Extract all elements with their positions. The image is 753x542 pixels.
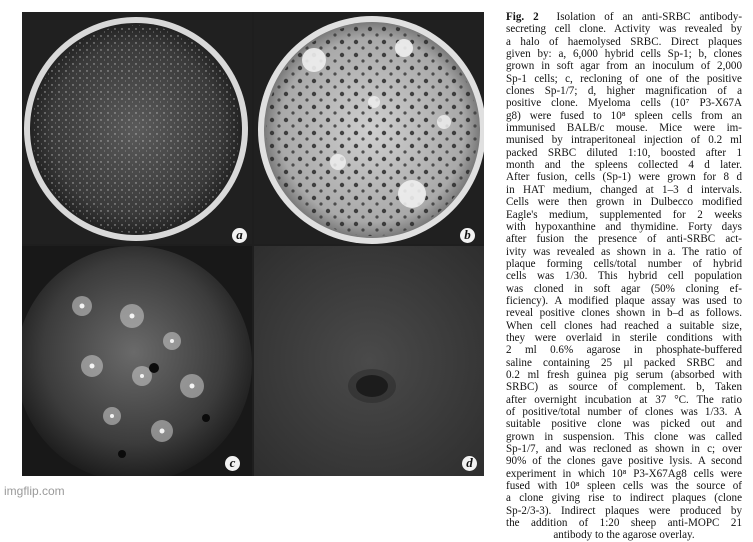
caption-line: secreting cell clone. Activity was revealed by: [506, 23, 742, 36]
caption-line: in HAT medium, changed at 1–3 d intervals.: [506, 183, 742, 196]
caption-line: When cell clones had reached a suitable size,: [506, 319, 742, 332]
caption-line: Sp-2/3-3). Indirect plaques were produced by: [506, 504, 742, 517]
caption-line: ficiency). A modified plaque assay was used to: [506, 294, 742, 307]
figure-caption: [506, 11, 742, 542]
caption-line: suitable positive clone was picked out and: [506, 418, 742, 431]
caption-line: positive clone. Myeloma cells (10⁷ P3-X67A: [506, 97, 742, 110]
caption-line: packed SRBC diluted 1:10, boosted after 1: [506, 146, 742, 159]
petri-dish-a-image: [22, 12, 252, 244]
caption-line: month and the spleens collected 4 d later.: [506, 159, 742, 172]
petri-dish-b-image: [254, 12, 484, 244]
imgflip-watermark: imgflip.com: [4, 484, 65, 498]
panel-c-petri-dish: [22, 246, 252, 476]
caption-line: munised by intraperitoneal injection of 0.2 ml: [506, 134, 742, 147]
figure-label: Fig. 2: [506, 11, 539, 23]
panel-c-letter: c: [225, 456, 240, 471]
caption-line: after overnight incubation at 37 °C. The ratio: [506, 393, 742, 406]
caption-line: experiment in which 10⁸ P3-X67Ag8 cells were: [506, 467, 742, 480]
caption-line: saline containing 25 µl packed SRBC and: [506, 356, 742, 369]
caption-line: reveal positive clones shown in b–d as follows.: [506, 307, 742, 320]
caption-line: after fusion the presence of anti-SRBC act-: [506, 233, 742, 246]
petri-dish-c-image: [22, 246, 252, 476]
caption-line: they were overlaid in sterile conditions with: [506, 331, 742, 344]
caption-line: 0.2 ml fresh guinea pig serum (absorbed with: [506, 368, 742, 381]
panel-a-petri-dish: [22, 12, 252, 244]
caption-line: Sp-1 cells; c, recloning of one of the positive: [506, 72, 742, 85]
caption-line: 90% of the clones gave positive lysis. A second: [506, 455, 742, 468]
caption-line: with hypoxanthine and thymidine. Forty days: [506, 220, 742, 233]
panel-d-letter: d: [462, 456, 477, 471]
caption-first-line: [506, 11, 742, 23]
caption-line: the addition of 1:20 sheep anti-MOPC 21: [506, 517, 742, 530]
caption-line: ivity was revealed as shown in a. The ratio of: [506, 245, 742, 258]
caption-line: of positive/total number of clones was 1/33. A: [506, 406, 742, 418]
caption-line: Sp-1/7, and was recloned as shown in c; over: [506, 443, 742, 456]
caption-line: antibody to the agarose overlay.: [553, 529, 695, 542]
panel-d-magnified-clone: [254, 246, 484, 476]
caption-line: 2 ml 0.6% agarose in phosphate-buffered: [506, 344, 742, 357]
caption-line: was cloned in soft agar (50% cloning ef-: [506, 282, 742, 295]
caption-line: clones Sp-1/7; d, higher magnification of a: [506, 85, 742, 98]
caption-line: SRBC) as source of complement. b, Taken: [506, 381, 742, 394]
caption-title: Isolation of an anti-SRBC antibody-: [556, 11, 742, 23]
caption-line: g8) were fused to 10⁸ spleen cells from an: [506, 109, 742, 122]
caption-line: cells was 1/30. This hybrid cell population: [506, 270, 742, 283]
figure-photo-grid: [22, 12, 484, 476]
caption-line: Cells were then grown in Dulbecco modified: [506, 196, 742, 209]
panel-b-petri-dish: [254, 12, 484, 244]
caption-line: given by: a, 6,000 hybrid cells Sp-1; b, clones: [506, 48, 742, 61]
panel-b-letter: b: [460, 228, 475, 243]
caption-line: After fusion, cells (Sp-1) were grown for 8 d: [506, 171, 742, 184]
magnified-clone-d-image: [254, 246, 484, 476]
panel-a-letter: a: [232, 228, 247, 243]
caption-line: plaque forming cells/total number of hybrid: [506, 257, 742, 270]
caption-line: grown in soft agar from an inoculum of 2,000: [506, 60, 742, 73]
caption-line: a clone giving rise to indirect plaques (clone: [506, 492, 742, 505]
caption-line: immunised BALB/c mouse. Mice were im-: [506, 122, 742, 135]
caption-line: fused with 10⁸ spleen cells was the source of: [506, 480, 742, 493]
caption-line: Eagle's medium, supplemented for 2 weeks: [506, 208, 742, 221]
caption-line: grown in suspension. This clone was called: [506, 430, 742, 443]
caption-line: a halo of haemolysed SRBC. Direct plaques: [506, 35, 742, 48]
